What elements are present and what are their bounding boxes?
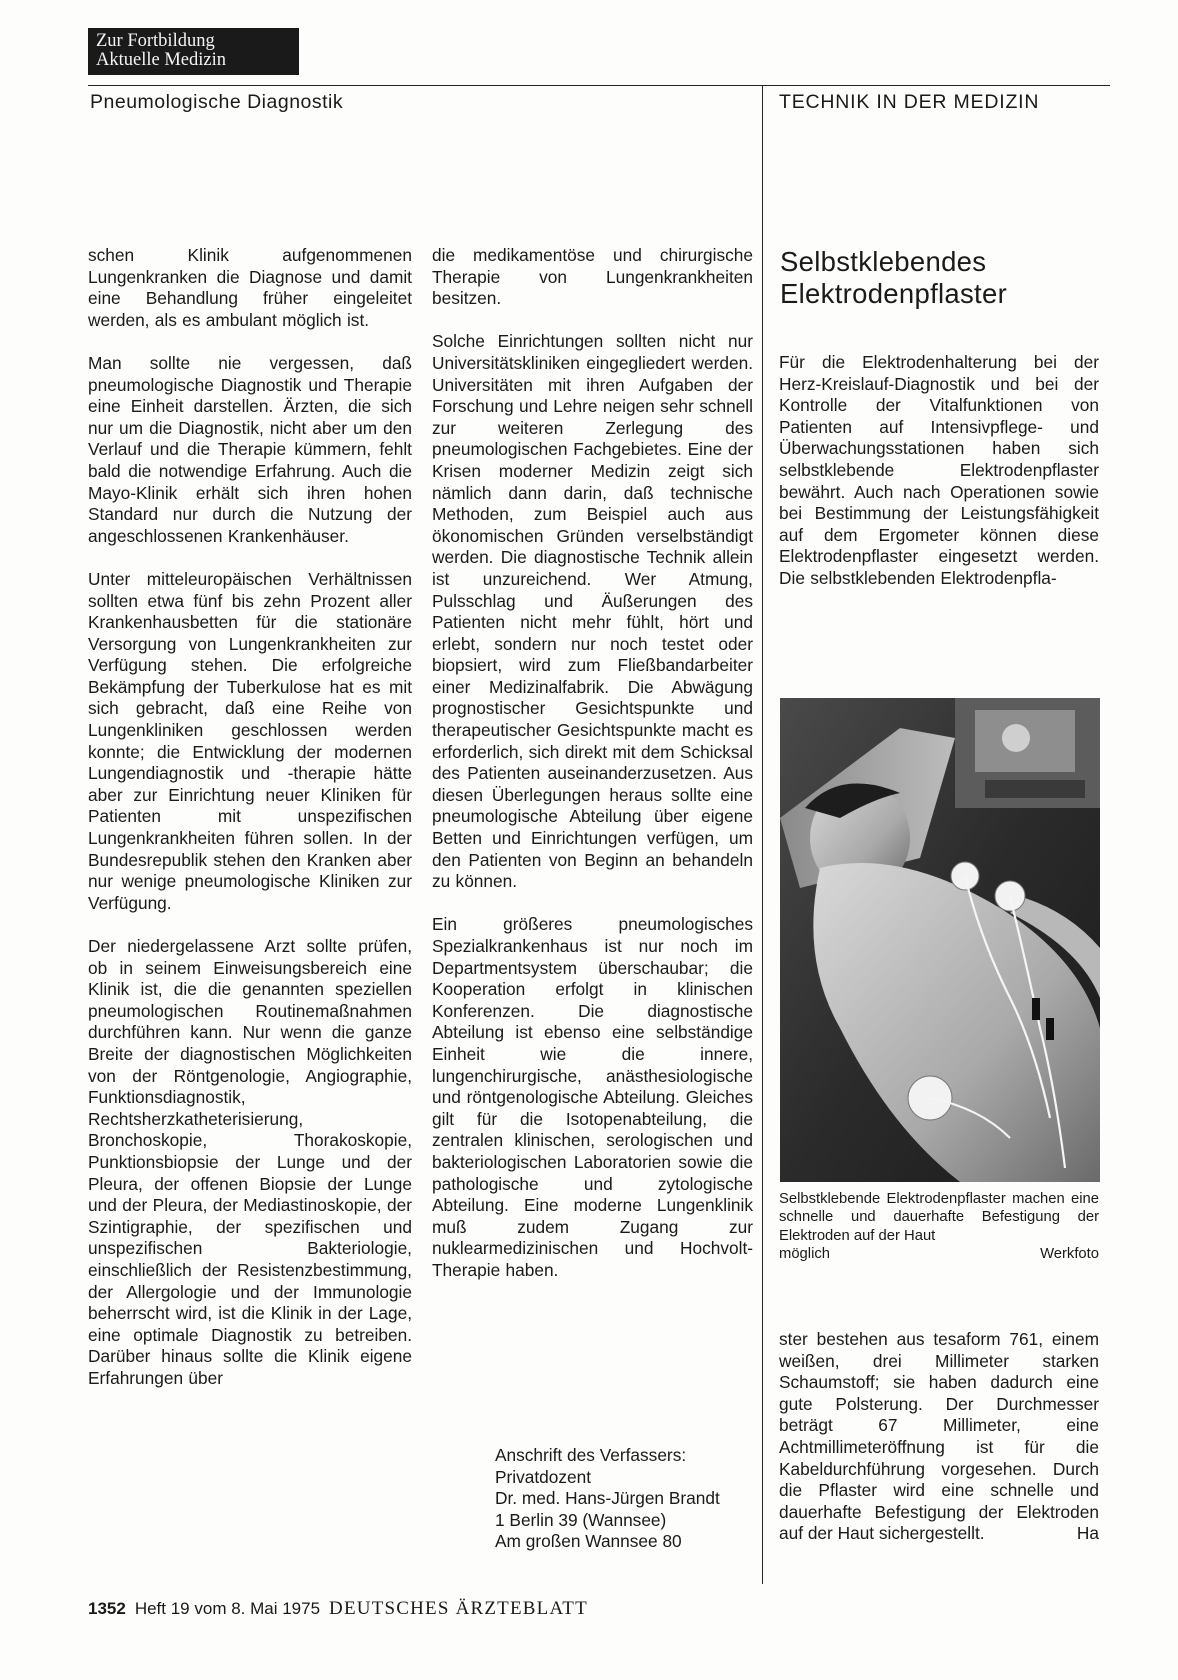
badge-line-1: Zur Fortbildung [96, 31, 215, 51]
caption-text: Selbstklebende Elektrodenpflaster machen eine schnelle und dauerhafte Befestigung der Elektroden auf der Haut [779, 1191, 1099, 1244]
column-3-continued [779, 1329, 1099, 1545]
column-divider [762, 86, 763, 1584]
address-line-3: Dr. med. Hans-Jürgen Brandt [495, 1488, 720, 1509]
photo-illustration [780, 698, 1100, 1182]
col3-paragraph-2-text: ster bestehen aus tesaform 761, einem weißen, drei Millimeter starken Schaumstoff; sie haben dadurch eine gute Polsterung. Der Durchmesser beträgt 67 Millimeter, eine Achtmillimeteröffnung ist für die Kabeldurchführung vorgesehen. Durch die Pflaster wird eine schnelle und dauerhafte Befestigung der Elektroden auf der Haut sichergestellt. [779, 1329, 1099, 1544]
page-footer [88, 1598, 588, 1620]
column-2 [432, 245, 753, 1303]
column-1 [88, 245, 412, 1411]
column-3-intro [779, 352, 1099, 611]
header-rule [88, 85, 1110, 86]
caption-last-word: möglich [779, 1246, 830, 1263]
col2-paragraph-3: Ein größeres pneumologisches Spezialkrankenhaus ist nur noch im Departmentsystem überschaubar; die Kooperation erfolgt in klinischen Konferenzen. Die diagnostische Abteilung ist ebenso eine selbständige Einheit wie die innere, lungenchirurgische, anästhesiologische und röntgenologische Abteilung. Gleiches gilt für die Isotopenabteilung, die zentralen klinischen, serologischen und bakteriologischen Laboratorien sowie die pathologische und zytologische Abteilung. Eine moderne Lungenklinik muß zudem Zugang zur nuklearmedizinischen und Hochvolt-Therapie haben. [432, 914, 753, 1280]
badge-line-2: Aktuelle Medizin [96, 50, 226, 70]
caption-credit-line [779, 1245, 1099, 1263]
col1-paragraph-2: Man sollte nie vergessen, daß pneumologische Diagnostik und Therapie eine Einheit darstellen. Ärzten, die sich nur um die Diagnostik, nicht aber um den Verlauf und die Therapie kümmern, fehlt bald die notwendige Erfahrung. Auch die Mayo-Klinik erhält sich ihren hohen Standard nur durch die Nutzung der angeschlossenen Krankenhäuser. [88, 352, 412, 546]
col2-paragraph-2: Solche Einrichtungen sollten nicht nur Universitätskliniken eingegliedert werden. Universitäten mit ihren Aufgaben der Forschung und Lehre neigen sehr schnell zur weiteren Zerlegung des pneumologischen Fachgebietes. Eine der Krisen moderner Medizin zeigt sich nämlich dann darin, daß technische Methoden, zum Beispiel auch aus ökonomischen Gründen verselbständigt werden. Die diagnostische Technik allein ist unzureichend. Wer Atmung, Pulsschlag und Äußerungen des Patienten nicht mehr fühlt, hört und erlebt, sondern nur noch testet oder biopsiert, wird zum Fließbandarbeiter einer Medizinalfabrik. Die Abwägung prognostischer Gesichtspunkte und therapeutischer Gesichtspunkte macht es erforderlich, sich direkt mit dem Schicksal des Patienten auseinanderzusetzen. Aus diesen Überlegungen heraus sollte eine pneumologische Abteilung über eigene Betten und Einrichtungen verfügen, um den Patienten von Beginn an behandeln zu können. [432, 331, 753, 892]
col3-paragraph-2 [779, 1329, 1099, 1545]
page-number: 1352 [88, 1599, 126, 1618]
address-line-4: 1 Berlin 39 (Wannsee) [495, 1509, 667, 1530]
photo-credit: Werkfoto [1040, 1246, 1099, 1263]
col3-paragraph-1: Für die Elektrodenhalterung bei der Herz-Kreislauf-Diagnostik und bei der Kontrolle der Vitalfunktionen von Patienten auf Intensivpflege- und Überwachungsstationen haben sich selbstklebende Elektrodenpflaster bewährt. Auch nach Operationen sowie bei Bestimmung der Leistungsfähigkeit auf dem Ergometer können diese Elektrodenpflaster eingesetzt werden. Die selbstklebenden Elektrodenpfla- [779, 352, 1099, 588]
topic-right: TECHNIK IN DER MEDIZIN [779, 91, 1040, 113]
section-badge [88, 28, 299, 75]
author-address [495, 1445, 720, 1553]
col1-paragraph-1: schen Klinik aufgenommenen Lungenkranken die Diagnose und damit eine Behandlung früher eingeleitet werden, als es ambulant möglich ist. [88, 245, 412, 330]
author-signature: Ha [1076, 1523, 1099, 1544]
photo-caption [779, 1190, 1099, 1264]
article-title [780, 246, 1100, 310]
electrode-patient-photo [780, 698, 1100, 1182]
issue-info: Heft 19 vom 8. Mai 1975 [134, 1599, 321, 1618]
col2-paragraph-1: die medikamentöse und chirurgische Therapie von Lungenkrankheiten besitzen. [432, 245, 753, 309]
address-line-2: Privatdozent [495, 1466, 592, 1487]
col1-paragraph-4: Der niedergelassene Arzt sollte prüfen, ob in seinem Einweisungsbereich eine Klinik ist, die die genannten speziellen pneumologischen Routinemaßnahmen durchführen kann. Nur wenn die ganze Breite der diagnostischen Möglichkeiten von der Röntgenologie, Angiographie, Funktionsdiagnostik, Rechtsherzkatheterisierung, Bronchoskopie, Thorakoskopie, Punktionsbiopsie der Lunge und der Pleura, der offenen Biopsie der Lunge und der Pleura, der Mediastinoskopie, der Szintigraphie, der spezifischen und unspezifischen Bakteriologie, einschließlich der Resistenzbestimmung, der Allergologie und der Immunologie beherrscht wird, ist die Klinik in der Lage, eine optimale Diagnostik zu betreiben. Darüber hinaus sollte die Klinik eigene Erfahrungen über [88, 936, 412, 1388]
title-line-1: Selbstklebendes [780, 246, 987, 277]
title-line-2: Elektrodenpflaster [780, 278, 1008, 309]
address-line-5: Am großen Wannsee 80 [495, 1531, 682, 1552]
journal-name: DEUTSCHES ÄRZTEBLATT [329, 1598, 588, 1619]
topic-left: Pneumologische Diagnostik [90, 91, 344, 113]
address-line-1: Anschrift des Verfassers: [495, 1445, 687, 1465]
col1-paragraph-3: Unter mitteleuropäischen Verhältnissen sollten etwa fünf bis zehn Prozent aller Krankenhausbetten für die stationäre Versorgung von Lungenkrankheiten zur Verfügung stehen. Die erfolgreiche Bekämpfung der Tuberkulose hat es mit sich gebracht, daß eine Reihe von Lungenkliniken geschlossen werden konnte; die Entwicklung der modernen Lungendiagnostik und -therapie hätte aber zur Einrichtung neuer Kliniken für Patienten mit unspezifischen Lungenkrankheiten führen sollen. In der Bundesrepublik stehen den Kranken aber nur wenige pneumologische Kliniken zur Verfügung. [88, 568, 412, 913]
